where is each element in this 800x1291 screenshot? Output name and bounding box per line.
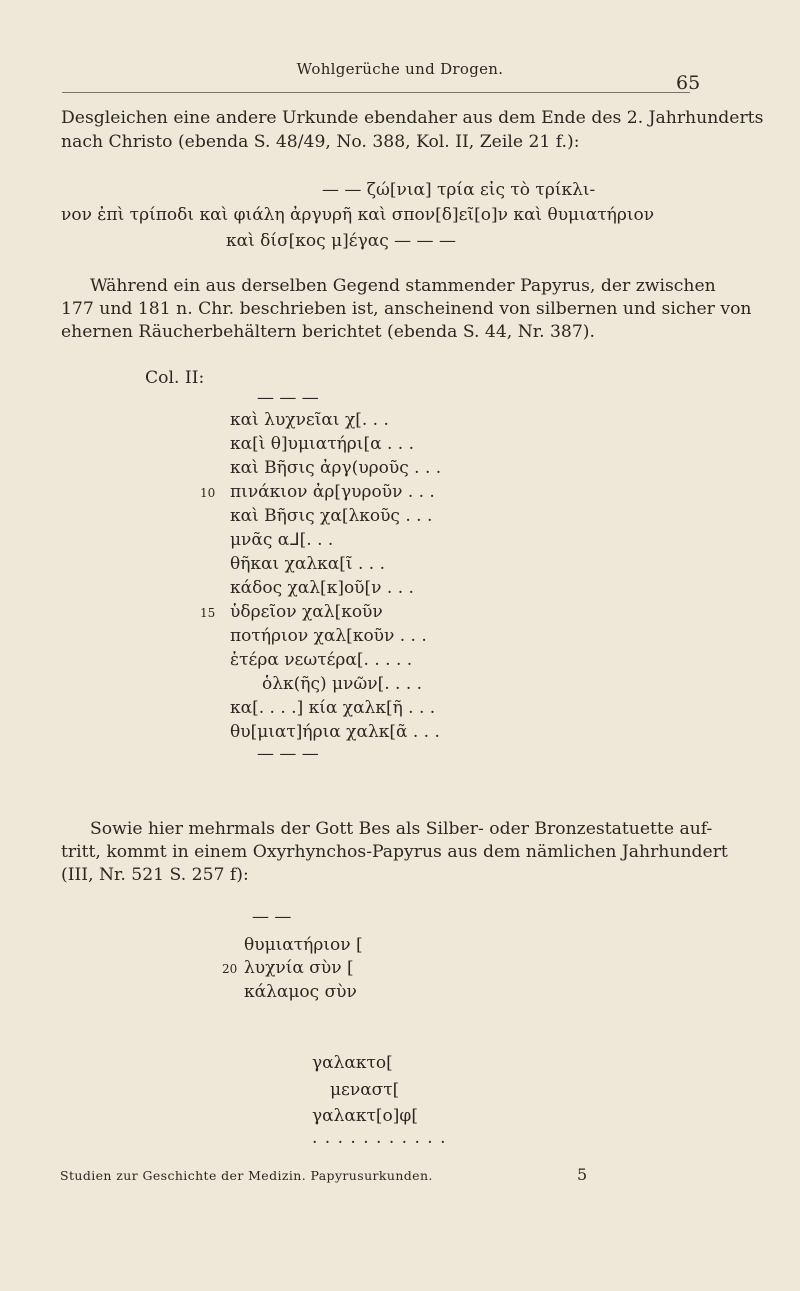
paragraph-2-line-2: 177 und 181 n. Chr. beschrieben ist, anscheinend von silbernen und sicher von: [61, 299, 752, 319]
greek-quote-1-line-3: καὶ δίσ[κος μ]έγας — — —: [226, 231, 456, 251]
column-label: Col. II:: [145, 368, 205, 388]
line-number: 15: [200, 606, 216, 620]
quote-2-line: θυμιατήριον [: [244, 935, 363, 955]
col-line: ὑδρεῖον χαλ[κοῦν: [230, 602, 383, 622]
quote-3-line: μεναστ[: [330, 1080, 400, 1100]
col-line: θυ[μιατ]ήρια χαλκ[ᾶ . . .: [230, 722, 440, 742]
col-line: ὁλκ(ῆς) μνῶν[. . . .: [262, 674, 423, 694]
greek-quote-1-line-2: νον ἐπὶ τρίποδι καὶ φιάλη ἀργυρῆ καὶ σπον[δ]εῖ[ο]ν καὶ θυμιατήριον: [61, 205, 655, 225]
paragraph-3-line-3: (III, Nr. 521 S. 257 f):: [61, 865, 249, 885]
col-line: — — —: [257, 744, 319, 764]
running-title: Wohlgerüche und Drogen.: [296, 60, 504, 78]
page-number: 65: [676, 72, 701, 94]
col-line: ποτήριον χαλ[κοῦν . . .: [230, 626, 427, 646]
col-line: κάδος χαλ[κ]οῦ[ν . . .: [230, 578, 414, 598]
quote-2-line: κάλαμος σὺν: [244, 982, 357, 1002]
paragraph-3-line-2: tritt, kommt in einem Oxyrhynchos-Papyrus aus dem nämlichen Jahrhundert: [61, 842, 728, 862]
paragraph-3-line-1: Sowie hier mehrmals der Gott Bes als Silber- oder Bronzestatuette auf-: [90, 819, 713, 839]
col-line: καὶ Βῆσις χα[λκοῦς . . .: [230, 506, 433, 526]
paragraph-1-line-2: nach Christo (ebenda S. 48/49, No. 388, Kol. II, Zeile 21 f.):: [61, 132, 580, 152]
quote-3-line: γαλακτο[: [312, 1053, 393, 1073]
paragraph-2-line-3: ehernen Räucherbehältern berichtet (ebenda S. 44, Nr. 387).: [61, 322, 595, 342]
signature-mark: 5: [577, 1165, 588, 1184]
col-line: — — —: [257, 388, 319, 408]
footer-series-title: Studien zur Geschichte der Medizin. Papyrusurkunden.: [60, 1168, 433, 1183]
col-line: πινάκιον ἀρ[γυροῦν . . .: [230, 482, 435, 502]
line-number: 10: [200, 486, 216, 500]
col-line: κα[ὶ θ]υμιατήρι[α . . .: [230, 434, 414, 454]
greek-quote-1-line-1: — — ζώ[νια] τρία εἰς τὸ τρίκλι-: [322, 180, 596, 200]
header-rule: [62, 92, 690, 93]
col-line: ἑτέρα νεωτέρα[. . . . .: [230, 650, 413, 670]
col-line: καὶ λυχνεῖαι χ[. . .: [230, 410, 389, 430]
col-line: μνᾶς αᒧ[. . .: [230, 530, 334, 550]
quote-2-line: — —: [252, 907, 292, 927]
line-number: 20: [222, 962, 238, 976]
paragraph-2-line-1: Während ein aus derselben Gegend stammender Papyrus, der zwischen: [90, 276, 716, 296]
quote-2-line: λυχνία σὺν [: [244, 958, 354, 978]
paragraph-1-line-1: Desgleichen eine andere Urkunde ebendaher aus dem Ende des 2. Jahrhunderts: [61, 108, 764, 128]
col-line: κα[. . . .] κία χαλκ[ῆ . . .: [230, 698, 436, 718]
ellipsis-dots: . . . . . . . . . . .: [312, 1128, 447, 1148]
col-line: θῆκαι χαλκα[ῖ . . .: [230, 554, 385, 574]
col-line: καὶ Βῆσις ἀργ(υροῦς . . .: [230, 458, 442, 478]
quote-3-line: γαλακτ[ο]φ[: [312, 1106, 418, 1126]
